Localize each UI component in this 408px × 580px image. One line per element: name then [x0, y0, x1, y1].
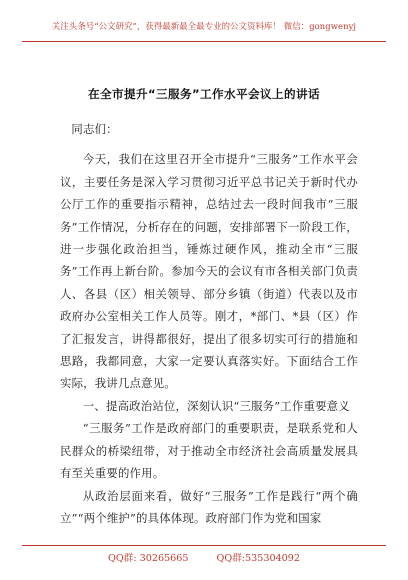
header-divider: [22, 41, 386, 42]
paragraph-political: 从政治层面来看，做好“三服务”工作是践行“两个确立”“两个维护”的具体体现。政府部门作为党和国家: [60, 488, 358, 525]
paragraph-significance: “三服务”工作是政府部门的重要职责，是联系党和人民群众的桥梁纽带，对于推动全市经济社会高质量发展具有至关重要的作用。: [60, 421, 358, 481]
qq-footer: [0, 550, 408, 564]
footer-divider: [22, 545, 386, 546]
promo-header: 关注头条号“公文研究”，获得最新最全最专业的公文资料库！ 微信：gongwenyj: [51, 21, 357, 31]
document-body: [60, 118, 358, 529]
section-heading-1: 一、提高政治站位，深刻认识“三服务”工作重要意义: [82, 398, 350, 413]
qq-group-2: QQ群:535304092: [216, 553, 300, 564]
paragraph-opening: 今天，我们在这里召开全市提升“三服务”工作水平会议，主要任务是深入学习贯彻习近平总书记关于新时代办公厅工作的重要指示精神，总结过去一段时间我市“三服务”工作情况，分析存在的问题，安排部署下一阶段工作，进一步强化政治担当，锤炼过硬作风，推动全市“三服务”工作再上新台阶。参加今天的会议有市各相关部门负责人、各县（区）相关领导、部分乡镇（街道）代表以及市政府办公室相关工作人员等。刚才，*部门、*县（区）作了汇报发言，讲得都很好，提出了很多切实可行的措施和思路，我都同意，大家一定要认真落实好。下面结合工作实际，我讲几点意见。: [60, 152, 358, 391]
salutation: 同志们：: [71, 122, 118, 136]
document-title: 在全市提升“三服务”工作水平会议上的讲话: [88, 87, 320, 101]
qq-group-1: QQ群: 30265665: [108, 553, 189, 564]
